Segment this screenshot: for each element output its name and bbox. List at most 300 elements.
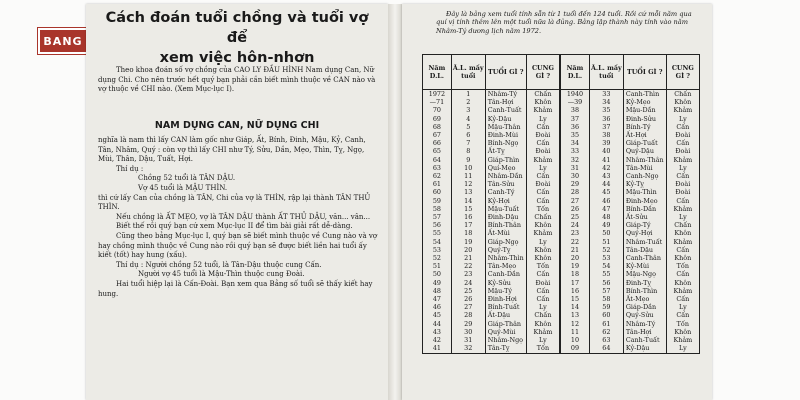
table-cell: 11 (451, 172, 485, 180)
table-cell: 1 (451, 90, 485, 99)
table-cell: 33 (560, 147, 589, 155)
table-cell: Bính-Thìn (623, 287, 666, 295)
table-cell: Giáp-Dần (623, 303, 666, 311)
table-cell: Khảm (526, 156, 560, 164)
table-cell: 43 (423, 328, 452, 336)
table-cell: Nhâm-Tuất (623, 238, 666, 246)
table-cell: Ly (666, 115, 699, 123)
table-cell: Mậu-Dần (623, 106, 666, 114)
table-cell: 26 (560, 205, 589, 213)
table-row (423, 180, 700, 188)
table-row (423, 295, 700, 303)
table-cell: Đoài (526, 180, 560, 188)
table-cell: 10 (451, 164, 485, 172)
table-cell: 25 (451, 287, 485, 295)
table-cell: Quý-Hợi (623, 229, 666, 237)
table-cell: Khảm (526, 106, 560, 114)
table-cell: 48 (423, 287, 452, 295)
table-cell: Canh-Thìn (623, 90, 666, 99)
table-cell: Quý-Dậu (623, 147, 666, 155)
table-cell: Ly (666, 213, 699, 221)
page-title (94, 8, 380, 68)
table-cell: Nhâm-Ngọ (485, 336, 526, 344)
table-cell: Ất-Mùi (485, 229, 526, 237)
table-cell: 38 (589, 131, 623, 139)
table-cell: Tân-Mẹo (485, 262, 526, 270)
table-cell: Chấn (666, 90, 699, 99)
section-heading: NAM DỤNG CAN, NỮ DỤNG CHI (154, 120, 320, 131)
table-cell: Khôn (526, 246, 560, 254)
table-row (423, 131, 700, 139)
column-header: CUNG GÌ ? (666, 55, 699, 90)
table-cell: 13 (451, 188, 485, 196)
table-cell: 6 (451, 131, 485, 139)
table-cell: 20 (560, 254, 589, 262)
table-cell: 45 (589, 188, 623, 196)
table-row (423, 156, 700, 164)
table-cell: 20 (451, 246, 485, 254)
table-cell: Quí-Mẹo (485, 164, 526, 172)
table-cell: 68 (423, 123, 452, 131)
table-cell: Tốn (666, 320, 699, 328)
table-cell: Nhâm-Thìn (485, 254, 526, 262)
table-cell: Cấn (666, 270, 699, 278)
table-cell: 10 (560, 336, 589, 344)
table-cell: Tân-Hợi (485, 98, 526, 106)
table-cell: Chấn (526, 213, 560, 221)
column-header: Â.L. mấy tuổi (451, 55, 485, 90)
table-cell: 38 (560, 106, 589, 114)
table-cell: Kỷ-Sửu (485, 279, 526, 287)
table-cell: 61 (589, 320, 623, 328)
column-header: Năm D.L. (423, 55, 452, 90)
table-cell: Cấn (526, 270, 560, 278)
table-cell: Khôn (526, 221, 560, 229)
table-cell: 48 (589, 213, 623, 221)
table-cell: 63 (589, 336, 623, 344)
book-gutter (388, 4, 402, 400)
table-row (423, 270, 700, 278)
table-cell: 44 (423, 320, 452, 328)
table-cell: Đinh-Mẹo (623, 197, 666, 205)
example-line: Chồng 52 tuổi là TÂN DẬU. (138, 174, 236, 183)
table-cell: Kỷ-Tỵ (623, 180, 666, 188)
table-cell: Nhâm-Thân (623, 156, 666, 164)
table-cell: 09 (560, 344, 589, 353)
table-cell: —39 (560, 98, 589, 106)
table-cell: 5 (451, 123, 485, 131)
table-row (423, 238, 700, 246)
table-cell: Bính-Dần (623, 205, 666, 213)
table-cell: Canh-Tuất (485, 106, 526, 114)
table-cell: Quý-Mùi (485, 328, 526, 336)
table-cell: Kỷ-Dậu (623, 344, 666, 353)
table-cell: Ất-Sửu (623, 213, 666, 221)
table-cell: Đoài (666, 131, 699, 139)
table-cell: 43 (589, 172, 623, 180)
table-cell: Kỷ-Mùi (623, 262, 666, 270)
column-header: Â.L. mấy tuổi (589, 55, 623, 90)
table-cell: Cấn (666, 123, 699, 131)
table-cell: 1940 (560, 90, 589, 99)
table-cell: Đoài (526, 279, 560, 287)
table-cell: 27 (560, 197, 589, 205)
table-cell: Đoài (526, 131, 560, 139)
column-header: TUỔI GÌ ? (623, 55, 666, 90)
table-cell: 42 (423, 336, 452, 344)
table-cell: Khảm (526, 328, 560, 336)
intro-text: Theo khoa đoán số vợ chồng của CAO LY ĐẦU HÌNH Nam dụng Can, Nữ dụng Chi. Cho nên trước hết quý bạn phải cần biết mình thuộc về CAN nào và vợ thuộc về CHI nào. (Xem Mục-lục I). (98, 66, 376, 94)
table-cell: 64 (423, 156, 452, 164)
paragraph: Thí dụ : (116, 164, 144, 173)
table-row (423, 320, 700, 328)
paragraph: nghĩa là nam thì lấy CAN làm gốc như Giáp, Ất, Bính, Đinh, Mậu, Kỷ, Canh, Tân, Nhâm, Quý : còn vợ thì lấy CHI như Tý, Sửu, Dần, Mẹo, Thìn, Tỵ, Ngọ, Mùi, Thân, Dậu, Tuất, Hợi. (98, 136, 366, 164)
table-cell: Đoài (526, 147, 560, 155)
table-cell: Khôn (666, 229, 699, 237)
table-cell: 62 (589, 328, 623, 336)
table-cell: 27 (451, 303, 485, 311)
table-cell: Cấn (666, 197, 699, 205)
table-cell: 64 (589, 344, 623, 353)
table-cell: Khảm (666, 156, 699, 164)
table-cell: Ly (526, 303, 560, 311)
table-cell: 49 (589, 221, 623, 229)
table-row (423, 328, 700, 336)
table-cell: 3 (451, 106, 485, 114)
table-cell: Canh-Tý (485, 188, 526, 196)
table-cell: Khảm (666, 106, 699, 114)
table-cell: Cấn (526, 172, 560, 180)
intro-paragraph (98, 66, 378, 95)
table-cell: 52 (423, 254, 452, 262)
table-row (423, 287, 700, 295)
table-cell: 31 (451, 336, 485, 344)
table-cell: 11 (560, 328, 589, 336)
example-line: Người vợ 45 tuổi là Mậu-Thìn thuộc cung Đoài. (138, 270, 305, 279)
table-cell: 59 (423, 197, 452, 205)
table-cell: Chấn (666, 221, 699, 229)
table-cell: 32 (451, 344, 485, 353)
table-cell: Giáp-Thân (485, 320, 526, 328)
table-cell: 53 (423, 246, 452, 254)
table-cell: Giáp-Tý (623, 221, 666, 229)
table-cell: 61 (423, 180, 452, 188)
table-cell: 24 (560, 221, 589, 229)
table-cell: Ất-Hợi (623, 131, 666, 139)
table-cell: Đinh-Hợi (485, 295, 526, 303)
table-row (423, 106, 700, 114)
table-cell: Cấn (526, 188, 560, 196)
table-row (423, 213, 700, 221)
table-cell: Bính-Tý (623, 123, 666, 131)
table-cell: Nhâm-Tý (623, 320, 666, 328)
table-cell: 4 (451, 115, 485, 123)
table-cell: 41 (589, 156, 623, 164)
table-cell: 31 (560, 164, 589, 172)
table-cell: Khảm (666, 287, 699, 295)
table-cell: Giáp-Tuất (623, 139, 666, 147)
age-lookup-table (422, 54, 700, 354)
table-cell: Quý-Tỵ (485, 246, 526, 254)
table-cell: Tân-Dậu (623, 246, 666, 254)
left-book-page (86, 4, 388, 400)
table-cell: 41 (423, 344, 452, 353)
table-cell: 34 (560, 139, 589, 147)
table-cell: 8 (451, 147, 485, 155)
table-cell: 57 (423, 213, 452, 221)
table-cell: 30 (560, 172, 589, 180)
table-cell: 46 (589, 197, 623, 205)
table-cell: Cấn (526, 123, 560, 131)
table-cell: Giáp-Thìn (485, 156, 526, 164)
title-line-2: xem việc hôn-nhơn (159, 50, 315, 66)
table-cell: 46 (423, 303, 452, 311)
table-cell: Đoài (666, 147, 699, 155)
table-cell: Khôn (666, 328, 699, 336)
table-cell: 26 (451, 295, 485, 303)
table-cell: Mậu-Tuất (485, 205, 526, 213)
table-cell: 33 (589, 90, 623, 99)
table-row (423, 303, 700, 311)
table-cell: Cấn (666, 311, 699, 319)
table-cell: 25 (560, 213, 589, 221)
table-cell: Canh-Tuất (623, 336, 666, 344)
table-cell: 30 (451, 328, 485, 336)
table-cell: 15 (451, 205, 485, 213)
table-cell: 13 (560, 311, 589, 319)
table-cell: Mậu-Thân (485, 123, 526, 131)
table-cell: Đoài (666, 180, 699, 188)
table-cell: 16 (560, 287, 589, 295)
table-cell: 36 (589, 115, 623, 123)
table-cell: 19 (560, 262, 589, 270)
table-cell: Tốn (526, 205, 560, 213)
table-note (436, 10, 698, 35)
table-cell: 56 (589, 279, 623, 287)
table-cell: Nhâm-Dần (485, 172, 526, 180)
table-cell: 28 (451, 311, 485, 319)
table-cell: 29 (560, 180, 589, 188)
table-cell: 14 (451, 197, 485, 205)
table-cell: 23 (560, 229, 589, 237)
paragraph: thì cứ lấy Can của chồng là TÂN, Chi của vợ là THÌN, rập lại thành TÂN THỦ THÌN. (98, 193, 371, 212)
table-cell: Mậu-Thìn (623, 188, 666, 196)
table-cell: 69 (423, 115, 452, 123)
table-cell: Tân-Mùi (623, 164, 666, 172)
table-cell: 45 (423, 311, 452, 319)
table-cell: 60 (589, 311, 623, 319)
table-cell: Canh-Thân (623, 254, 666, 262)
table-cell: Tốn (526, 344, 560, 353)
table-cell: 55 (423, 229, 452, 237)
table-row (423, 188, 700, 196)
table-row (423, 147, 700, 155)
table-cell: 51 (423, 262, 452, 270)
table-cell: Canh-Dần (485, 270, 526, 278)
table-cell: 42 (589, 164, 623, 172)
table-cell: Tốn (526, 262, 560, 270)
table-cell: Ly (526, 115, 560, 123)
table-row (423, 197, 700, 205)
table-cell: Khôn (526, 254, 560, 262)
table-cell: 18 (451, 229, 485, 237)
table-cell: Khôn (666, 279, 699, 287)
table-cell: 29 (451, 320, 485, 328)
example-line: Vợ 45 tuổi là MẬU THÌN. (138, 183, 228, 192)
table-cell: 65 (423, 147, 452, 155)
table-cell: Cấn (526, 295, 560, 303)
table-row (423, 98, 700, 106)
table-cell: Ly (666, 164, 699, 172)
table-cell: —71 (423, 98, 452, 106)
table-row (423, 90, 700, 99)
table-cell: Đinh-Mùi (485, 131, 526, 139)
table-row (423, 205, 700, 213)
table-cell: Cấn (526, 197, 560, 205)
table-cell: Kỷ-Hợi (485, 197, 526, 205)
table-cell: Tân-Sửu (485, 180, 526, 188)
table-row (423, 172, 700, 180)
table-cell: Đinh-Sửu (623, 115, 666, 123)
table-cell: Kỷ-Mẹo (623, 98, 666, 106)
table-row (423, 336, 700, 344)
table-cell: Khảm (666, 336, 699, 344)
table-cell: Cấn (526, 139, 560, 147)
table-cell: Mậu-Tý (485, 287, 526, 295)
body-text (98, 136, 378, 299)
table-cell: 54 (423, 238, 452, 246)
table-cell: Ly (526, 164, 560, 172)
table-cell: 37 (589, 123, 623, 131)
table-cell: Tân-Hợi (623, 328, 666, 336)
table-cell: 52 (589, 246, 623, 254)
site-watermark-logo: BANG (38, 28, 88, 54)
table-cell: Ất-Dậu (485, 311, 526, 319)
table-cell: Nhâm-Tý (485, 90, 526, 99)
table-cell: 12 (451, 180, 485, 188)
right-book-page (402, 4, 712, 400)
table-row (423, 344, 700, 353)
table-cell: 58 (589, 295, 623, 303)
table-cell: 49 (423, 279, 452, 287)
table-cell: 17 (451, 221, 485, 229)
title-line-1: Cách đoán tuổi chồng và tuổi vợ để (105, 10, 369, 46)
table-cell: 36 (560, 123, 589, 131)
table-cell: Đoài (666, 188, 699, 196)
table-cell: 39 (589, 139, 623, 147)
table-cell: 22 (451, 262, 485, 270)
table-cell: Kỷ-Dậu (485, 115, 526, 123)
column-header: CUNG GÌ ? (526, 55, 560, 90)
table-cell: Canh-Ngọ (623, 172, 666, 180)
table-cell: Quý-Sửu (623, 311, 666, 319)
table-cell: 17 (560, 279, 589, 287)
table-cell: 12 (560, 320, 589, 328)
table-cell: 35 (589, 106, 623, 114)
table-cell: 60 (423, 188, 452, 196)
table-cell: 37 (560, 115, 589, 123)
table-cell: 19 (451, 238, 485, 246)
table-cell: 40 (589, 147, 623, 155)
table-cell: 50 (589, 229, 623, 237)
table-cell: 22 (560, 238, 589, 246)
table-cell: Tân-Tỵ (485, 344, 526, 353)
table-cell: 32 (560, 156, 589, 164)
table-row (423, 221, 700, 229)
table-cell: 57 (589, 287, 623, 295)
table-cell: Đinh-Tỵ (623, 279, 666, 287)
table-cell: Khôn (526, 98, 560, 106)
table-cell: Ất-Tỵ (485, 147, 526, 155)
table-cell: 15 (560, 295, 589, 303)
paragraph: Nếu chồng là ẤT MẸO, vợ là TÂN DẬU thành ẤT THỦ DẬU, văn... vân... (116, 212, 371, 221)
table-cell: 14 (560, 303, 589, 311)
table-cell: 51 (589, 238, 623, 246)
table-cell: 9 (451, 156, 485, 164)
table-cell: 59 (589, 303, 623, 311)
table-cell: 62 (423, 172, 452, 180)
table-row (423, 164, 700, 172)
table-cell: Khảm (666, 205, 699, 213)
table-row (423, 254, 700, 262)
paragraph: Thí dụ : Người chồng 52 tuổi, là Tân-Dậu thuộc cung Cấn. (116, 260, 322, 269)
table-cell: 63 (423, 164, 452, 172)
table-cell: 70 (423, 106, 452, 114)
table-cell: 34 (589, 98, 623, 106)
paragraph: Biết thế rồi quý bạn cứ xem Mục-lục II để tìm bài giải rất dễ-dàng. (116, 222, 353, 231)
table-row (423, 123, 700, 131)
table-cell: 55 (589, 270, 623, 278)
table-cell: Giáp-Ngọ (485, 238, 526, 246)
table-cell: Cấn (666, 139, 699, 147)
table-cell: Ly (666, 303, 699, 311)
table-cell: Mậu-Ngọ (623, 270, 666, 278)
table-cell: 54 (589, 262, 623, 270)
table-header-row (423, 55, 700, 90)
table-cell: Cấn (666, 295, 699, 303)
table-row (423, 279, 700, 287)
table-cell: 53 (589, 254, 623, 262)
table-cell: 28 (560, 188, 589, 196)
table-cell: 1972 (423, 90, 452, 99)
note-text: Đây là bảng xem tuổi tính sẵn từ 1 tuổi đến 124 tuổi. Rồi cứ mỗi năm qua quí vị tính thêm lên một tuổi nữa là đủng. Bảng lập thành này tính vào năm Nhâm-Tý dương lịch năm 1972. (436, 10, 692, 35)
table-cell: 47 (423, 295, 452, 303)
table-row (423, 246, 700, 254)
table-cell: 44 (589, 180, 623, 188)
table-cell: 24 (451, 279, 485, 287)
table-cell: Khảm (526, 229, 560, 237)
table-row (423, 262, 700, 270)
table-cell: 2 (451, 98, 485, 106)
table-cell: 58 (423, 205, 452, 213)
table-cell: 7 (451, 139, 485, 147)
table-cell: Khôn (666, 98, 699, 106)
table-cell: 67 (423, 131, 452, 139)
table-cell: 47 (589, 205, 623, 213)
table-row (423, 139, 700, 147)
column-header: TUỔI GÌ ? (485, 55, 526, 90)
table-cell: Tốn (666, 262, 699, 270)
table-cell: 16 (451, 213, 485, 221)
table-cell: 21 (451, 254, 485, 262)
paragraph: Cũng theo bảng Mục-lục I, quý bạn sẽ biết mình thuộc về Cung nào và vợ hay chồng mình thuộc về Cung nào rồi quý bạn sẽ được biết liền hai tuổi ấy kiết (tốt) hay hung (xấu). (98, 231, 378, 260)
table-cell: Cấn (666, 172, 699, 180)
table-cell: 50 (423, 270, 452, 278)
table-cell: Ly (526, 238, 560, 246)
table-body (423, 90, 700, 354)
table-row (423, 311, 700, 319)
table-cell: Đinh-Dậu (485, 213, 526, 221)
